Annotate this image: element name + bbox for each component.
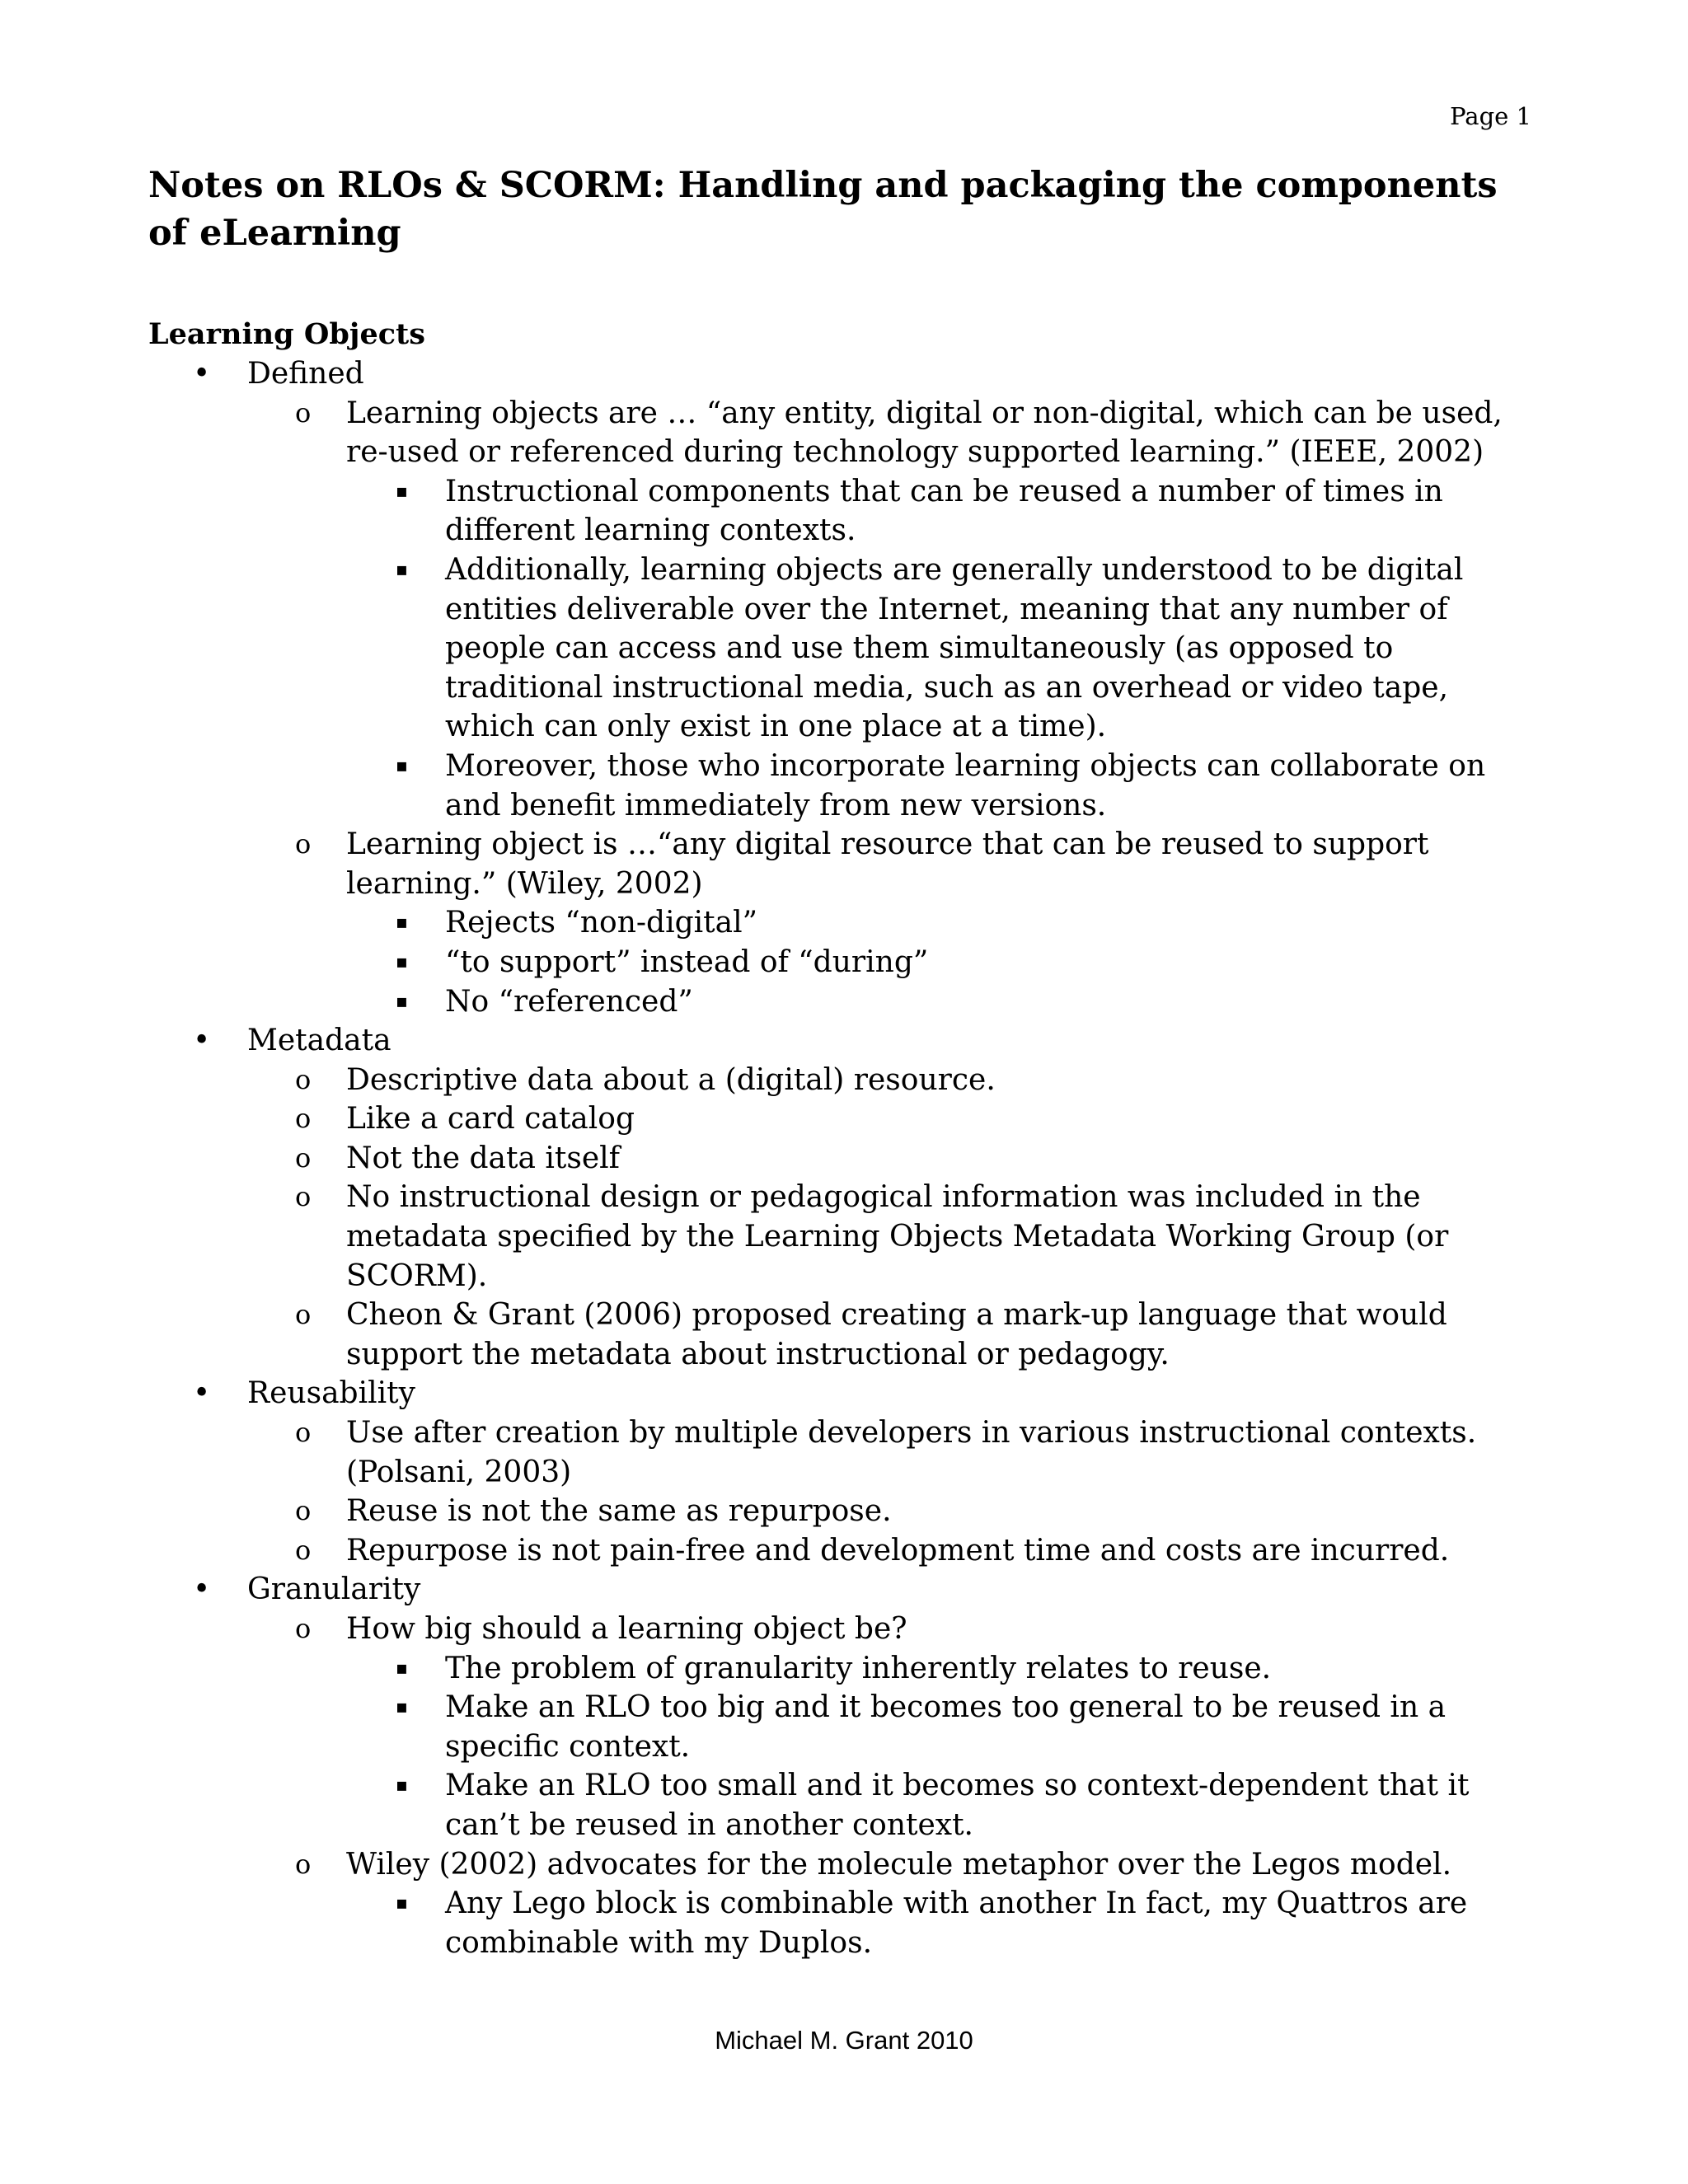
subitem-text: Learning object is …“any digital resource that can be reused to support learning.” (Wiley, 2002) — [346, 827, 1429, 901]
footer-author: Michael M. Grant 2010 — [715, 2026, 973, 2055]
subitem — [148, 1531, 1541, 1571]
subitem — [148, 1099, 1541, 1139]
outline-list — [148, 354, 1541, 1962]
sub-marker: o — [295, 1299, 312, 1331]
bullet-marker: • — [193, 357, 211, 391]
point-text: Make an RLO too big and it becomes too general to be reused in a specific context. — [445, 1690, 1447, 1764]
section-heading: Learning Objects — [148, 317, 425, 351]
square-marker: ▪ — [396, 1893, 408, 1915]
square-marker: ▪ — [396, 1657, 408, 1679]
bullet-defined — [148, 354, 1541, 394]
subitem-wiley-definition — [148, 825, 1541, 903]
subitem-text: Not the data itself — [346, 1141, 620, 1175]
square-marker: ▪ — [396, 755, 408, 776]
sub-marker: o — [295, 828, 312, 860]
point-text: Make an RLO too small and it becomes so context-dependent that it can’t be reused in another context. — [445, 1769, 1470, 1842]
bullet-label: Metadata — [247, 1024, 392, 1058]
sub-marker: o — [295, 1103, 312, 1135]
document-body — [148, 162, 1541, 1962]
subitem-text: Like a card catalog — [346, 1102, 635, 1137]
subitem-text: Descriptive data about a (digital) resource. — [346, 1062, 996, 1097]
point-text: No “referenced” — [445, 984, 693, 1019]
point-text: Additionally, learning objects are generally understood to be digital entities deliverable over the Internet, meaning that any number of people can access and use them simultaneously (as opposed to traditional instructional media, such as an overhead or video tape, which can only exist in one place at a time). — [445, 552, 1464, 744]
square-marker: ▪ — [396, 480, 408, 502]
sub-marker: o — [295, 396, 312, 429]
sub-marker: o — [295, 1181, 312, 1213]
point-item — [148, 472, 1541, 551]
subitem-text: No instructional design or pedagogical information was included in the metadata specified by the Learning Objects Metadata Working Group (or SCORM). — [346, 1180, 1449, 1293]
subitem — [148, 1061, 1541, 1100]
subitem — [148, 1845, 1541, 1885]
bullet-label: Defined — [247, 357, 364, 391]
subitem-text: Learning objects are … “any entity, digital or non-digital, which can be used, re-used or referenced during technology supported learning.” (IEEE, 2002) — [346, 396, 1503, 470]
sub-marker: o — [295, 1141, 312, 1174]
bullet-metadata — [148, 1021, 1541, 1061]
subitem — [148, 1492, 1541, 1531]
point-item — [148, 982, 1541, 1022]
point-item — [148, 551, 1541, 747]
page-number: Page 1 — [1450, 102, 1531, 130]
point-text: Rejects “non-digital” — [445, 906, 758, 940]
bullet-label: Granularity — [247, 1572, 421, 1607]
subitem — [148, 1296, 1541, 1374]
square-marker: ▪ — [396, 912, 408, 934]
bullet-marker: • — [193, 1572, 211, 1607]
square-marker: ▪ — [396, 991, 408, 1012]
point-item — [148, 747, 1541, 825]
subitem-text: Wiley (2002) advocates for the molecule metaphor over the Legos model. — [346, 1847, 1452, 1882]
bullet-reusability — [148, 1374, 1541, 1413]
sub-marker: o — [295, 1613, 312, 1644]
subitem — [148, 1178, 1541, 1296]
square-marker: ▪ — [396, 1775, 408, 1797]
subitem-text: How big should a learning object be? — [346, 1612, 907, 1646]
square-marker: ▪ — [396, 1697, 408, 1718]
sub-marker: o — [295, 1417, 312, 1449]
square-marker: ▪ — [396, 559, 408, 580]
point-item — [148, 943, 1541, 982]
point-text: The problem of granularity inherently relates to reuse. — [445, 1651, 1272, 1685]
subitem-text: Repurpose is not pain-free and development time and costs are incurred. — [346, 1533, 1450, 1568]
square-marker: ▪ — [396, 951, 408, 972]
subitem — [148, 1610, 1541, 1649]
sub-marker: o — [295, 1848, 312, 1880]
bullet-label: Reusability — [247, 1376, 415, 1411]
point-item — [148, 1649, 1541, 1689]
sub-marker: o — [295, 1534, 312, 1566]
document-title: Notes on RLOs & SCORM: Handling and packaging the components of eLearning — [148, 165, 1498, 254]
point-text: Moreover, those who incorporate learning objects can collaborate on and benefit immediately from new versions. — [445, 748, 1486, 823]
point-text: “to support” instead of “during” — [445, 944, 929, 979]
point-item — [148, 1884, 1541, 1962]
subitem-text: Reuse is not the same as repurpose. — [346, 1494, 892, 1529]
bullet-marker: • — [193, 1024, 211, 1058]
subitem-ieee-definition — [148, 394, 1541, 472]
sub-marker: o — [295, 1495, 312, 1527]
point-text: Any Lego block is combinable with another In fact, my Quattros are combinable with my Duplos. — [445, 1886, 1468, 1960]
sub-marker: o — [295, 1063, 312, 1095]
subitem-text: Use after creation by multiple developers in various instructional contexts. (Polsani, 2003) — [346, 1416, 1477, 1489]
bullet-granularity — [148, 1570, 1541, 1610]
point-text: Instructional components that can be reused a number of times in different learning contexts. — [445, 474, 1443, 548]
subitem — [148, 1139, 1541, 1179]
point-item — [148, 1766, 1541, 1844]
bullet-marker: • — [193, 1376, 211, 1411]
subitem-text: Cheon & Grant (2006) proposed creating a mark-up language that would support the metadata about instructional or pedagogy. — [346, 1298, 1447, 1371]
point-item — [148, 1688, 1541, 1766]
subitem — [148, 1413, 1541, 1492]
point-item — [148, 903, 1541, 943]
